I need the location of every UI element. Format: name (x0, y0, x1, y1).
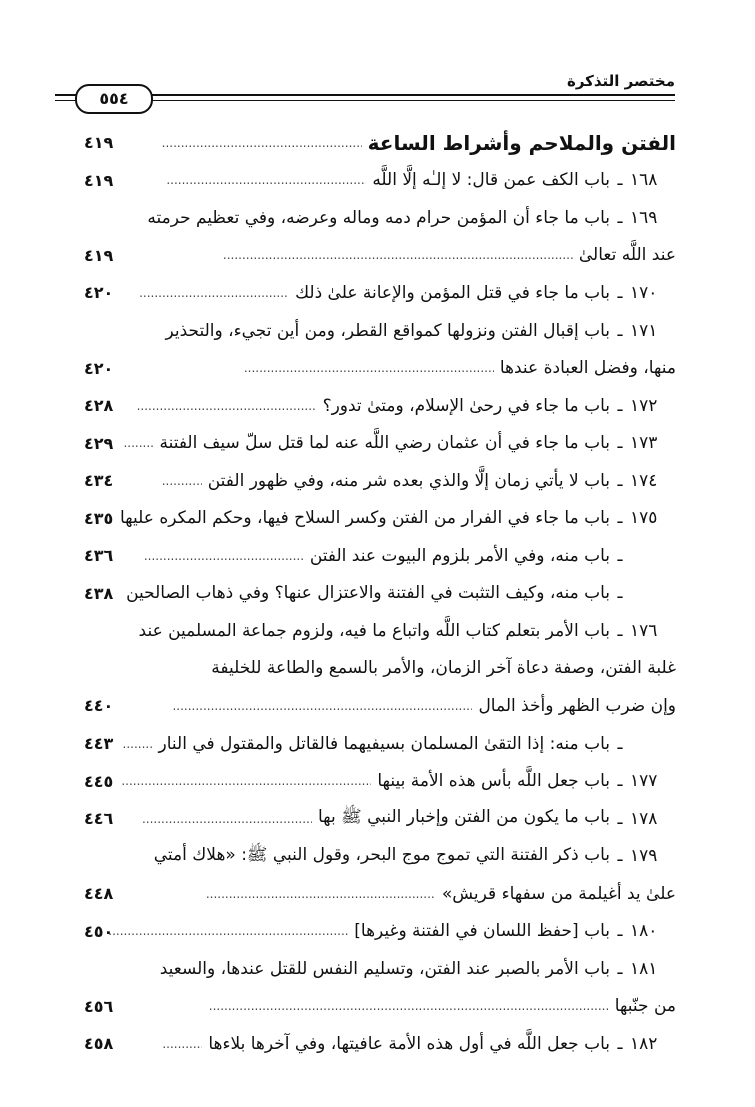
toc-entry-number: ١٨٢ (630, 1033, 658, 1054)
toc-subentry: ـ باب منه، وكيف التثبت في الفتنة والاعتزال عنها؟ وفي ذهاب الصالحين ٤٣٨ (84, 575, 676, 613)
toc-entry: ١٨٠ ـ باب [حفظ اللسان في الفتنة وغيرها] ..... ٤٥٠ (84, 912, 676, 950)
toc-entry-title: غلبة الفتن، وصفة دعاة آخر الزمان، والأمر بالسمع والطاعة للخليفة (211, 658, 676, 679)
toc-entry-title: باب ما جاء في رحىٰ الإسلام، ومتىٰ تدور؟ (322, 395, 610, 416)
table-of-contents (84, 124, 676, 1063)
toc-entry: ١٧٨ ـ باب ما يكون من الفتن وإخبار النبي ﷺ بها ..... ٤٤٦ (84, 800, 676, 838)
toc-page-number: ٤٢٠ (84, 283, 114, 303)
toc-entry-number: ١٧١ (630, 320, 658, 341)
toc-entry-title: باب منه، وكيف التثبت في الفتنة والاعتزال عنها؟ وفي ذهاب الصالحين (126, 583, 610, 604)
toc-page-number: ٤٤٨ (84, 884, 114, 904)
toc-entry: ١٧٣ ـ باب ما جاء في أن عثمان رضي اللَّه عنه لما قتل سلّ سيف الفتنة ..... ٤٢٩ (84, 424, 676, 462)
toc-entry: ١٧٧ ـ باب جعل اللَّه بأس هذه الأمة بينها ..... ٤٤٥ (84, 762, 676, 800)
toc-entry: ١٧٥ ـ باب ما جاء في الفرار من الفتن وكسر السلاح فيها، وحكم المكره عليها ٤٣٥ (84, 499, 676, 537)
toc-entry-number: ١٧٣ (630, 433, 658, 454)
dot-leader (108, 924, 348, 938)
toc-subentry: ـ باب منه، وفي الأمر بلزوم البيوت عند الفتن ..... ٤٣٦ (84, 537, 676, 575)
toc-entry: ١٧١ ـ باب إقبال الفتن ونزولها كمواقع القطر، ومن أين تجيء، والتحذير (84, 312, 676, 350)
dot-leader (142, 812, 312, 826)
toc-entry-title: باب الكف عمن قال: لا إلـٰه إلَّا اللَّه (372, 170, 610, 191)
toc-entry-number: ١٦٨ (630, 170, 658, 191)
dot-leader (144, 549, 304, 563)
running-head-title: مختصر التذكرة (566, 72, 675, 90)
dot-leader (162, 136, 362, 150)
dot-leader (137, 399, 317, 413)
toc-page-number: ٤٣٤ (84, 471, 114, 491)
toc-entry-continuation (84, 875, 676, 913)
toc-entry: ١٧٦ ـ باب الأمر بتعلم كتاب اللَّه واتباع ما فيه، ولزوم جماعة المسلمين عند (84, 612, 676, 650)
toc-entry-title: باب إقبال الفتن ونزولها كمواقع القطر، ومن أين تجيء، والتحذير (165, 320, 610, 341)
dot-leader (244, 361, 494, 375)
toc-page-number: ٤١٩ (84, 133, 114, 153)
toc-entry-number: ١٧٨ (630, 808, 658, 829)
dot-leader (123, 737, 153, 751)
toc-page-number: ٤٥٦ (84, 996, 114, 1016)
toc-entry-continuation (84, 650, 676, 688)
toc-entry-title: باب لا يأتي زمان إلَّا والذي بعده شر منه، وفي ظهور الفتن (207, 470, 610, 491)
toc-entry-title: باب الأمر بتعلم كتاب اللَّه واتباع ما فيه، ولزوم جماعة المسلمين عند (138, 620, 610, 641)
toc-entry-title: باب الأمر بالصبر عند الفتن، وتسليم النفس للقتل عندها، والسعيد (159, 958, 610, 979)
toc-entry-title: باب ذكر الفتنة التي تموج موج البحر، وقول النبي ﷺ: «هلاك أمتي (153, 844, 610, 865)
toc-entry-title: عند اللَّه تعالىٰ (578, 245, 676, 266)
toc-page-number: ٤٣٨ (84, 583, 114, 603)
toc-entry-number: ١٧٠ (630, 282, 658, 303)
toc-entry-continuation (84, 687, 676, 725)
toc-entry-number: ١٧٧ (630, 771, 658, 792)
toc-entry-continuation (84, 988, 676, 1026)
toc-entry-title: وإن ضرب الظهر وأخذ المال (478, 695, 676, 716)
toc-entry-title: باب جعل اللَّه في أول هذه الأمة عافيتها، وفي آخرها بلاءها (208, 1033, 610, 1054)
toc-entry-title: منها، وفضل العبادة عندها (499, 358, 676, 379)
toc-page-number: ٤١٩ (84, 245, 114, 265)
toc-entry-number: ١٧٢ (630, 395, 658, 416)
toc-entry: ١٧٠ ـ باب ما جاء في قتل المؤمن والإعانة علىٰ ذلك ..... ٤٢٠ (84, 274, 676, 312)
toc-entry-number: ١٧٥ (630, 508, 658, 529)
toc-entry: ١٧٤ ـ باب لا يأتي زمان إلَّا والذي بعده شر منه، وفي ظهور الفتن ..... ٤٣٤ (84, 462, 676, 500)
toc-entry-number: ١٧٦ (630, 620, 658, 641)
toc-entry-title: باب ما جاء في أن عثمان رضي اللَّه عنه لما قتل سلّ سيف الفتنة (159, 433, 610, 454)
toc-entry: ١٦٨ ـ باب الكف عمن قال: لا إلـٰه إلَّا اللَّه ..... ٤١٩ (84, 162, 676, 200)
dot-leader (162, 474, 202, 488)
toc-page-number: ٤٢٨ (84, 396, 114, 416)
toc-entry-number: ١٧٤ (630, 470, 658, 491)
dot-leader (139, 286, 289, 300)
toc-page-number: ٤٢٩ (84, 433, 114, 453)
dot-leader (172, 699, 472, 713)
toc-entry-number: ١٨١ (630, 958, 658, 979)
dot-leader (209, 999, 609, 1013)
toc-entry-title: من جنّبها (614, 996, 676, 1017)
toc-page-number: ٤٣٥ (84, 508, 114, 528)
toc-entry: ١٨١ ـ باب الأمر بالصبر عند الفتن، وتسليم النفس للقتل عندها، والسعيد (84, 950, 676, 988)
toc-page-number: ٤٢٠ (84, 358, 114, 378)
toc-page-number: ٤٤٠ (84, 696, 114, 716)
toc-page-number: ٤٥٨ (84, 1034, 114, 1054)
dot-leader (121, 774, 371, 788)
toc-entry-number: ١٦٩ (630, 207, 658, 228)
toc-subentry: ـ باب منه: إذا التقىٰ المسلمان بسيفيهما فالقاتل والمقتول في النار ..... ٤٤٣ (84, 725, 676, 763)
toc-entry: ١٧٢ ـ باب ما جاء في رحىٰ الإسلام، ومتىٰ تدور؟ ..... ٤٢٨ (84, 387, 676, 425)
toc-entry-title: باب جعل اللَّه بأس هذه الأمة بينها (377, 771, 610, 792)
toc-entry-title: باب ما جاء أن المؤمن حرام دمه وماله وعرضه، وفي تعظيم حرمته (147, 207, 610, 228)
dot-leader (162, 1037, 202, 1051)
page-number-badge: ٥٥٤ (75, 84, 153, 114)
toc-entry-title: باب منه: إذا التقىٰ المسلمان بسيفيهما فالقاتل والمقتول في النار (158, 733, 610, 754)
toc-page-number: ٤١٩ (84, 170, 114, 190)
toc-page-number: ٤٤٦ (84, 809, 114, 829)
toc-entry-title: باب ما جاء في قتل المؤمن والإعانة علىٰ ذلك (295, 282, 610, 303)
dot-leader (206, 887, 436, 901)
toc-entry-number: ١٨٠ (630, 921, 658, 942)
toc-page-number: ٤٥٠ (84, 921, 114, 941)
dot-leader (223, 248, 573, 262)
toc-entry-title: باب [حفظ اللسان في الفتنة وغيرها] (354, 921, 610, 942)
page-header (55, 68, 675, 108)
toc-entry-number: ١٧٩ (630, 846, 658, 867)
toc-page-number: ٤٣٦ (84, 546, 114, 566)
toc-entry-title: باب ما يكون من الفتن وإخبار النبي ﷺ بها (317, 807, 610, 828)
toc-entry: ١٦٩ ـ باب ما جاء أن المؤمن حرام دمه وماله وعرضه، وفي تعظيم حرمته (84, 199, 676, 237)
toc-entry: ١٨٢ ـ باب جعل اللَّه في أول هذه الأمة عافيتها، وفي آخرها بلاءها ..... ٤٥٨ (84, 1025, 676, 1063)
toc-page-number: ٤٤٣ (84, 734, 114, 754)
toc-entry-title: علىٰ يد أغيلمة من سفهاء قريش» (441, 883, 676, 904)
dot-leader (123, 436, 153, 450)
toc-entry-title: الفتن والملاحم وأشراط الساعة (367, 130, 676, 155)
toc-entry-title: باب ما جاء في الفرار من الفتن وكسر السلاح فيها، وحكم المكره عليها (120, 508, 610, 529)
toc-chapter-heading (84, 124, 676, 162)
toc-entry-continuation (84, 349, 676, 387)
dot-leader (166, 173, 366, 187)
toc-entry-title: باب منه، وفي الأمر بلزوم البيوت عند الفتن (309, 545, 610, 566)
toc-entry: ١٧٩ ـ باب ذكر الفتنة التي تموج موج البحر، وقول النبي ﷺ: «هلاك أمتي (84, 837, 676, 875)
toc-entry-continuation (84, 237, 676, 275)
toc-page-number: ٤٤٥ (84, 771, 114, 791)
